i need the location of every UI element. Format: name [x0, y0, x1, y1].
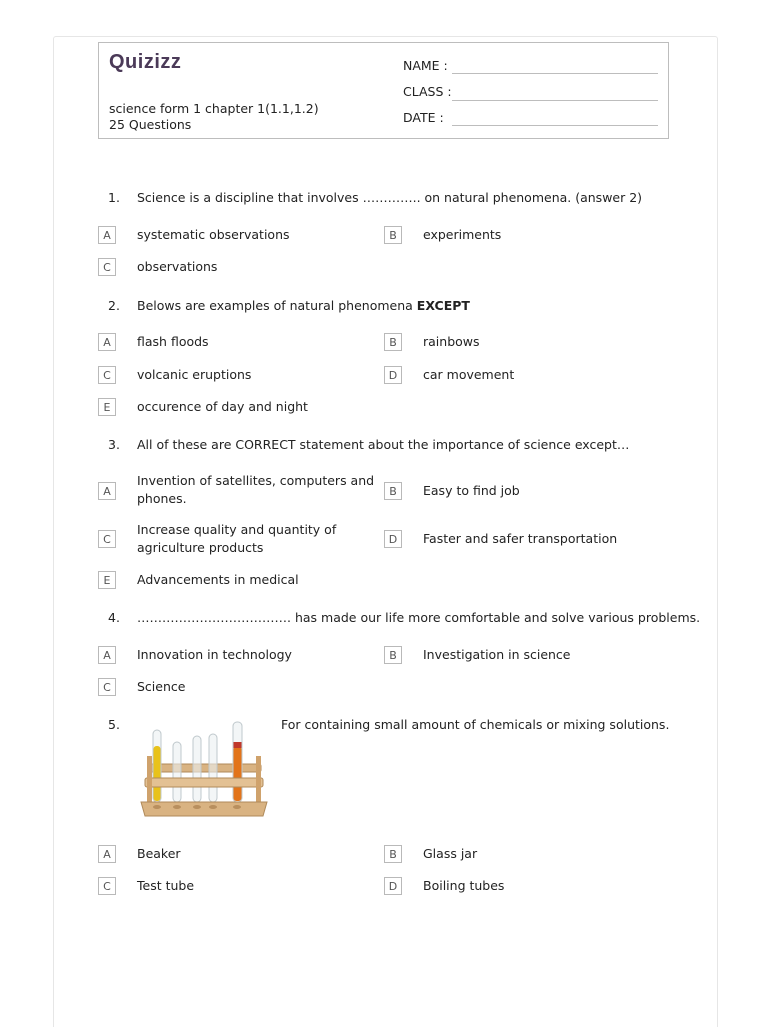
option-box[interactable]: D	[384, 530, 402, 548]
option-box[interactable]: C	[98, 366, 116, 384]
question-text-emphasis: EXCEPT	[416, 298, 470, 313]
option-text: Beaker	[137, 846, 181, 861]
option-text: Investigation in science	[423, 647, 571, 662]
option-box[interactable]: B	[384, 226, 402, 244]
option-box[interactable]: D	[384, 366, 402, 384]
option-box[interactable]: D	[384, 877, 402, 895]
question-text	[137, 298, 470, 313]
question-text: Science is a discipline that involves ………….. on natural phenomena. (answer 2)	[137, 190, 643, 205]
name-label: NAME :	[403, 58, 448, 73]
option-box[interactable]: C	[98, 678, 116, 696]
option-box[interactable]: B	[384, 646, 402, 664]
option-text: Science	[137, 679, 186, 694]
option-box[interactable]: C	[98, 877, 116, 895]
option-text-line: Invention of satellites, computers and	[137, 473, 375, 488]
date-label: DATE :	[403, 110, 444, 125]
option-box[interactable]: E	[98, 571, 116, 589]
date-field[interactable]	[452, 125, 658, 126]
option-text: experiments	[423, 227, 502, 242]
option-box[interactable]: A	[98, 482, 116, 500]
option-text: volcanic eruptions	[137, 367, 252, 382]
option-box[interactable]: A	[98, 646, 116, 664]
option-box[interactable]: C	[98, 258, 116, 276]
class-label: CLASS :	[403, 84, 452, 99]
question-text: All of these are CORRECT statement about the importance of science except…	[137, 437, 630, 452]
question-number: 2.	[108, 298, 120, 313]
option-text: Advancements in medical	[137, 572, 299, 587]
option-box[interactable]: B	[384, 333, 402, 351]
question-number: 5.	[108, 717, 120, 732]
option-box[interactable]: A	[98, 845, 116, 863]
option-text: Innovation in technology	[137, 647, 292, 662]
quizizz-logo: Quizizz	[109, 51, 182, 73]
class-field[interactable]	[452, 100, 658, 101]
option-text: Boiling tubes	[423, 878, 505, 893]
test-tube-rack-image	[137, 716, 271, 826]
option-box[interactable]: E	[98, 398, 116, 416]
option-box[interactable]: A	[98, 226, 116, 244]
option-box[interactable]: A	[98, 333, 116, 351]
name-field[interactable]	[452, 73, 658, 74]
option-text: Test tube	[137, 878, 195, 893]
option-box[interactable]: B	[384, 482, 402, 500]
worksheet-header	[98, 42, 669, 139]
option-text: observations	[137, 259, 218, 274]
question-number: 3.	[108, 437, 120, 452]
option-text	[137, 472, 374, 508]
option-box[interactable]: B	[384, 845, 402, 863]
quiz-title: science form 1 chapter 1(1.1,1.2)	[109, 101, 319, 116]
option-text-line: phones.	[137, 491, 187, 506]
option-text: car movement	[423, 367, 515, 382]
option-text: flash floods	[137, 334, 209, 349]
option-text: systematic observations	[137, 227, 290, 242]
option-text: Easy to find job	[423, 483, 520, 498]
option-text: Glass jar	[423, 846, 478, 861]
option-text-line: agriculture products	[137, 540, 264, 555]
question-text: ………………………………. has made our life more comfortable and solve various problems.	[137, 610, 701, 625]
question-number: 1.	[108, 190, 120, 205]
question-count: 25 Questions	[109, 117, 192, 132]
option-text: rainbows	[423, 334, 480, 349]
question-text: For containing small amount of chemicals or mixing solutions.	[281, 717, 670, 732]
option-text-line: Increase quality and quantity of	[137, 522, 337, 537]
question-text-main: Belows are examples of natural phenomena	[137, 298, 417, 313]
option-text	[137, 521, 336, 557]
option-box[interactable]: C	[98, 530, 116, 548]
option-text: occurence of day and night	[137, 399, 308, 414]
option-text: Faster and safer transportation	[423, 531, 618, 546]
question-number: 4.	[108, 610, 120, 625]
